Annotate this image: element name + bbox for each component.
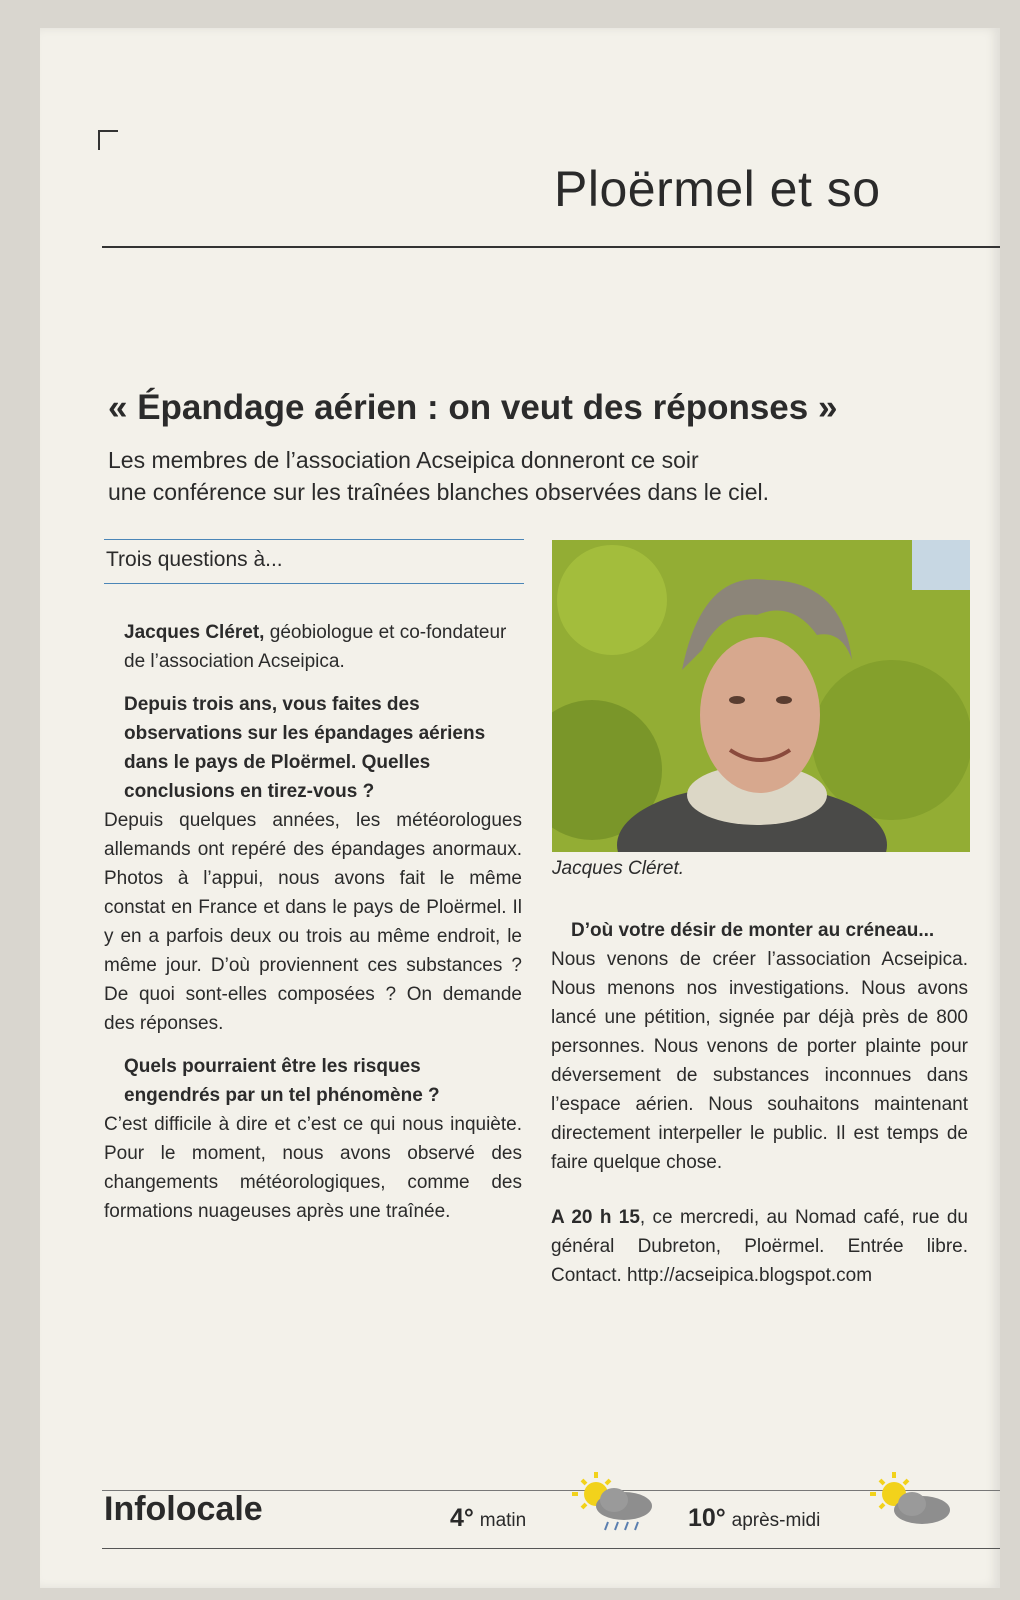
crop-mark bbox=[98, 130, 118, 150]
answer-3: Nous venons de créer l’association Acseipica. Nous menons nos investigations. Nous avons lancé une pétition, signée par déjà près de 800 personnes. Nous venons de porter plainte pour déversement de substances inconnues dans l’espace aérien. Nous souhaitons maintenant directement interpeller le public. Il est temps de faire quelque chose. bbox=[551, 949, 968, 1173]
question-3: D’où votre désir de monter au créneau... bbox=[571, 920, 935, 941]
interviewee-role: géobiologue et co-fondateur de l’association Acseipica. bbox=[124, 622, 507, 672]
bottom-rule bbox=[102, 1548, 1000, 1549]
event-time: A 20 h 15 bbox=[551, 1207, 640, 1228]
subhead-line-1: Les membres de l’association Acseipica donneront ce soir bbox=[108, 447, 699, 473]
weather-afternoon bbox=[688, 1504, 820, 1533]
interviewee-intro bbox=[104, 618, 522, 676]
answer-2: C’est difficile à dire et c’est ce qui nous inquiète. Pour le moment, nous avons observé des changements météorologiques, comme des formations nuageuses après une traînée. bbox=[104, 1114, 522, 1222]
subhead-line-2: une conférence sur les traînées blanches observées dans le ciel. bbox=[108, 479, 770, 505]
left-column bbox=[104, 618, 522, 1226]
portrait-illustration bbox=[552, 540, 970, 852]
weather-afternoon-temp: 10° bbox=[688, 1504, 726, 1532]
sun-cloud-icon bbox=[866, 1468, 956, 1532]
weather-morning-temp: 4° bbox=[450, 1504, 474, 1532]
interview-kicker: Trois questions à... bbox=[106, 548, 283, 571]
event-details: , ce mercredi, au Nomad café, rue du général Dubreton, Ploërmel. Entrée libre. Contact. http://acseipica.blogspot.com bbox=[551, 1207, 968, 1286]
header-rule bbox=[102, 246, 1000, 248]
interviewee-name: Jacques Cléret, bbox=[124, 622, 265, 643]
question-2: Quels pourraient être les risques engendrés par un tel phénomène ? bbox=[124, 1056, 440, 1106]
article-subhead bbox=[108, 444, 988, 508]
kicker-rule-bottom bbox=[104, 583, 524, 584]
weather-morning bbox=[450, 1504, 526, 1533]
event-info bbox=[551, 1203, 968, 1290]
answer-1: Depuis quelques années, les météorologues allemands ont repéré des épandages anormaux. Photos à l’appui, nous avons fait le même constat en France et dans le pays de Ploërmel. Il y en a parfois deux ou trois au même endroit, le même jour. D’où proviennent ces substances ? De quoi sont-elles composées ? On demande des réponses. bbox=[104, 810, 522, 1034]
weather-afternoon-label: après-midi bbox=[731, 1510, 821, 1531]
footer-brand: Infolocale bbox=[104, 1490, 263, 1528]
article-headline: « Épandage aérien : on veut des réponses » bbox=[108, 388, 838, 427]
weather-morning-label: matin bbox=[479, 1510, 527, 1531]
photo-caption: Jacques Cléret. bbox=[552, 858, 685, 879]
portrait-photo bbox=[552, 540, 970, 852]
right-column bbox=[551, 916, 968, 1290]
sun-rain-cloud-icon bbox=[568, 1468, 658, 1532]
section-title: Ploërmel et so bbox=[554, 161, 881, 217]
kicker-rule-top bbox=[104, 539, 524, 540]
newspaper-page bbox=[40, 28, 1000, 1588]
question-1: Depuis trois ans, vous faites des observations sur les épandages aériens dans le pays de Ploërmel. Quelles conclusions en tirez-vous ? bbox=[124, 694, 486, 802]
